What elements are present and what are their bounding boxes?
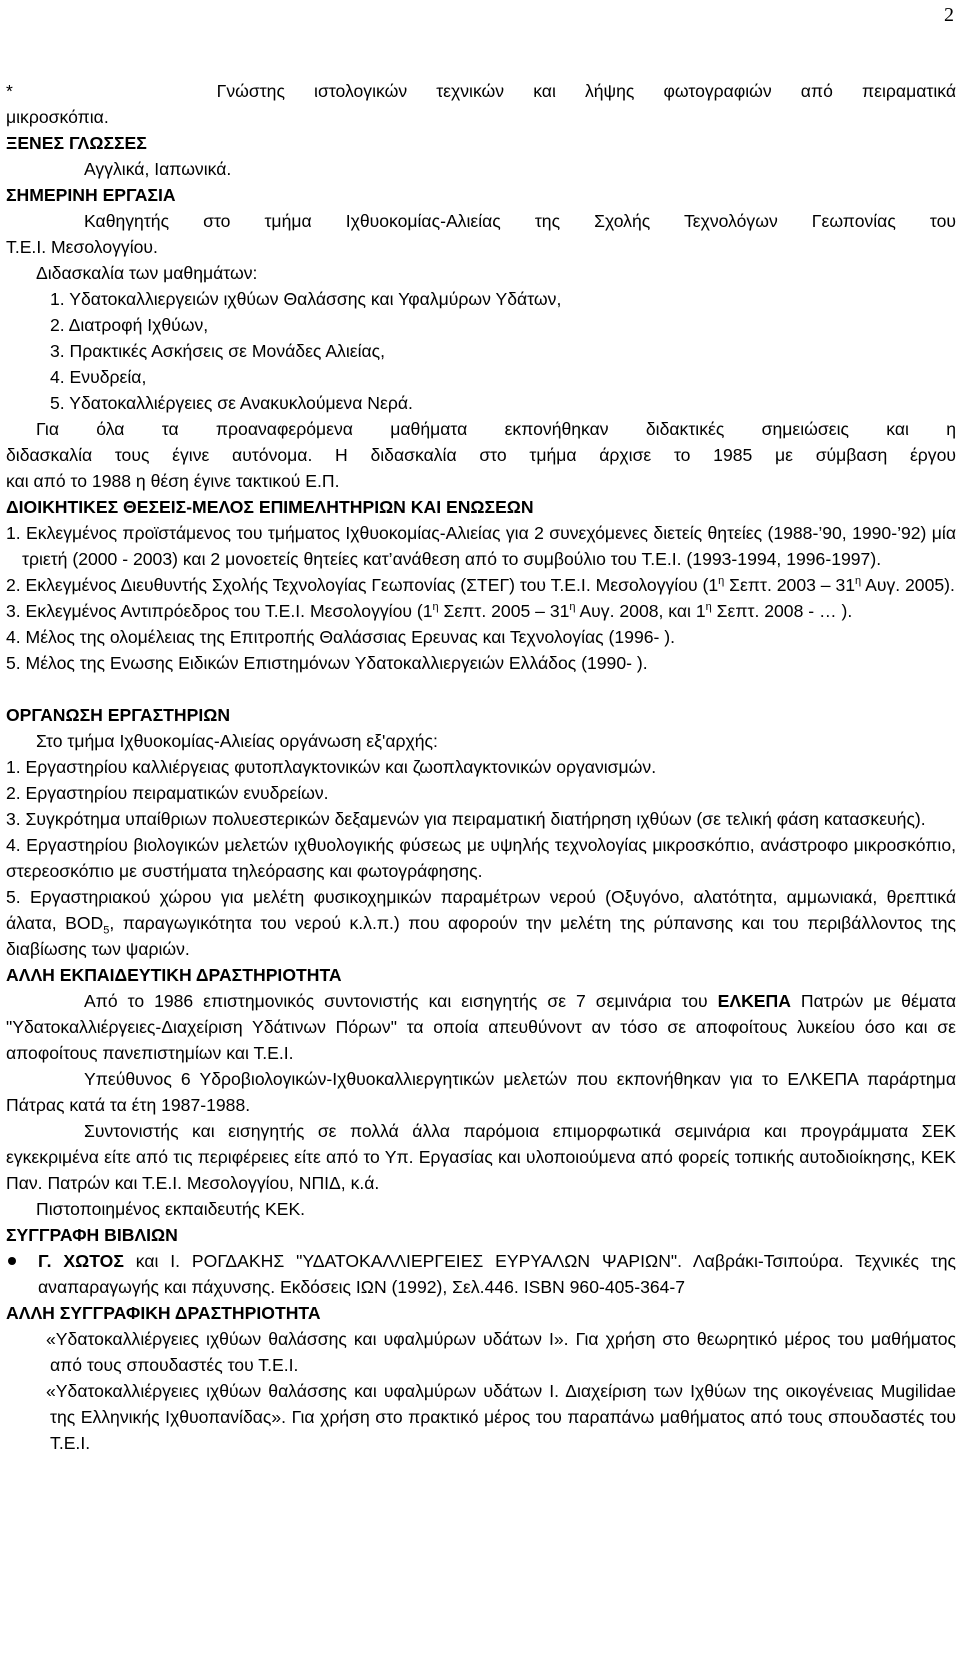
document-body — [6, 78, 956, 1456]
notes-line3: και από το 1988 η θέση έγινε τακτικού Ε.Π. — [6, 471, 340, 491]
lab-item: 2. Εργαστηρίου πειραματικών ενυδρείων. — [6, 783, 329, 803]
current-work-line1: Καθηγητής στο τμήμα Ιχθυοκομίας-Αλιείας της Σχολής Τεχνολόγων Γεωπονίας του — [84, 211, 956, 231]
admin-item: 4. Μέλος της ολομέλειας της Επιτροπής Θαλάσσιας Ερευνας και Τεχνολογίας (1996- ). — [6, 627, 676, 647]
heading-labs: ΟΡΓΑΝΩΣΗ ΕΡΓΑΣΤΗΡΙΩΝ — [6, 705, 231, 725]
admin-item: 2. Εκλεγμένος Διευθυντής Σχολής Τεχνολογίας Γεωπονίας (ΣΤΕΓ) του Τ.Ε.Ι. Μεσολογγίου ($1^\eta$ Σεπτ. $2003 - 31^\eta$ Αυγ. 2005). — [6, 575, 955, 595]
current-work-line2: Τ.Ε.Ι. Μεσολογγίου. — [6, 237, 158, 257]
lab-item: 1. Εργαστηρίου καλλιέργειας φυτοπλαγκτονικών και ζωοπλαγκτονικών οργανισμών. — [6, 757, 657, 777]
languages-text: Αγγλικά, Ιαπωνικά. — [84, 159, 232, 179]
course-item: 5. Υδατοκαλλιέργειες σε Ανακυκλούμενα Νερά. — [50, 393, 413, 413]
skill-line-cont: μικροσκόπια. — [6, 107, 109, 127]
admin-item: 1. Εκλεγμένος προϊστάμενος του τμήματος Ιχθυοκομίας-Αλιείας για 2 συνεχόμενες διετείς θητείες (1988-’90, 1990-’92) μία τριετή (2000 - 2003) και 2 μονοετείς θητείες κατ’ανάθεση από το συμβούλιο του Τ.Ε.Ι. (1993-1994, 1996-1997). — [6, 523, 956, 569]
skill-line: * Γνώστης ιστολογικών τεχνικών και λήψης φωτογραφιών από πειραματικά — [6, 81, 956, 101]
labs-intro: Στο τμήμα Ιχθυοκομίας-Αλιείας οργάνωση εξ'αρχής: — [36, 731, 438, 751]
lab-item: 3. Συγκρότημα υπαίθριων πολυεστερικών δεξαμενών για πειραματική διατήρηση ιχθύων (σε τελική φάση κατασκευής). — [6, 809, 926, 829]
page-number: 2 — [944, 4, 954, 26]
heading-languages: ΞΕΝΕΣ ΓΛΩΣΣΕΣ — [6, 133, 147, 153]
admin-item: 3. Εκλεγμένος Αντιπρόεδρος του Τ.Ε.Ι. Μεσολογγίου ($1^\eta$ Σεπτ. $2005 - 31^\eta$ Αυγ. 2008, και $1^\eta$ Σεπτ. 2008 - … ). — [6, 601, 853, 621]
education-paragraph: Υπεύθυνος 6 Υδροβιολογικών-Ιχθυοκαλλιεργητικών μελετών που εκπονήθηκαν για το ΕΛΚΕΠΑ παράρτημα Πάτρας κατά τα έτη 1987-1988. — [6, 1069, 956, 1115]
heading-books: ΣΥΓΓΡΑΦΗ ΒΙΒΛΙΩΝ — [6, 1225, 178, 1245]
lab-item: 5. Εργαστηριακού χώρου για μελέτη φυσικοχημικών παραμέτρων νερού (Οξυγόνο, αλατότητα, αμμωνιακά, θρεπτικά άλατα, $BOD_5$, παραγωγικότητα του νερού κ.λ.π.) που αφορούν την μελέτη της ρύπανσης και του περιβάλλοντος της διαβίωσης των ψαριών. — [6, 887, 956, 959]
book-item: Γ. ΧΩΤΟΣ και Ι. ΡΟΓΔΑΚΗΣ "ΥΔΑΤΟΚΑΛΛΙΕΡΓΕΙΕΣ ΕΥΡΥΑΛΩΝ ΨΑΡΙΩΝ". Λαβράκι-Τσιπούρα. Τεχνικές της αναπαραγωγής και πάχυνσης. Εκδόσεις ΙΩΝ (1992), Σελ.446. ISBN 960-405-364-7 — [6, 1248, 956, 1300]
writing-item: «Υδατοκαλλιέργειες ιχθύων θαλάσσης και υφαλμύρων υδάτων Ι. Διαχείριση των Ιχθύων της οικογένειας Mugilidae της Ελληνικής Ιχθυοπανίδας». Για χρήση στο πρακτικό μέρος του παραπάνω μαθήματος από τους σπουδαστές του Τ.Ε.Ι. — [46, 1381, 956, 1453]
lab-item: 4. Εργαστηρίου βιολογικών μελετών ιχθυολογικής φύσεως με υψηλής τεχνολογίας μικροσκόπιο, ανάστροφο μικροσκόπιο, στερεοσκόπιο με συστήματα τηλεόρασης και φωτογράφησης. — [6, 835, 956, 881]
spacer — [6, 676, 956, 702]
education-paragraph: Πιστοποιημένος εκπαιδευτής ΚΕΚ. — [36, 1199, 306, 1219]
education-paragraph: Συντονιστής και εισηγητής σε πολλά άλλα παρόμοια επιμορφωτικά σεμινάρια και προγράμματα ΣΕΚ εγκεκριμένα είτε από τις περιφέρειες είτε από το Υπ. Εργασίας και υλοποιούμενα από φορείς τοπικής αυτοδιοίκησης, ΚΕΚ Παν. Πατρών και Τ.Ε.Ι. Μεσολογγίου, ΝΠΙΔ, κ.ά. — [6, 1121, 956, 1193]
notes-line1: Για όλα τα προαναφερόμενα μαθήματα εκπονήθηκαν διδακτικές σημειώσεις και η — [36, 419, 956, 439]
teaching-intro: Διδασκαλία των μαθημάτων: — [36, 263, 258, 283]
heading-administrative: ΔΙΟΙΚΗΤΙΚΕΣ ΘΕΣΕΙΣ-ΜΕΛΟΣ ΕΠΙΜΕΛΗΤΗΡΙΩΝ ΚΑΙ ΕΝΩΣΕΩΝ — [6, 497, 534, 517]
course-item: 3. Πρακτικές Ασκήσεις σε Μονάδες Αλιείας, — [50, 341, 386, 361]
admin-item: 5. Μέλος της Ενωσης Ειδικών Επιστημόνων Υδατοκαλλιεργειών Ελλάδος (1990- ). — [6, 653, 648, 673]
course-item: 2. Διατροφή Ιχθύων, — [50, 315, 209, 335]
notes-line2: διδασκαλία τους έγινε αυτόνομα. Η διδασκαλία στο τμήμα άρχισε το 1985 με σύμβαση έργου — [6, 445, 956, 465]
heading-writing: ΑΛΛΗ ΣΥΓΓΡΑΦΙΚΗ ΔΡΑΣΤΗΡΙΟΤΗΤΑ — [6, 1303, 321, 1323]
heading-current-work: ΣΗΜΕΡΙΝΗ ΕΡΓΑΣΙΑ — [6, 185, 176, 205]
bullet-icon — [8, 1257, 16, 1265]
writing-item: «Υδατοκαλλιέργειες ιχθύων θαλάσσης και υφαλμύρων υδάτων Ι». Για χρήση στο θεωρητικό μέρος του μαθήματος από τους σπουδαστές του Τ.Ε.Ι. — [46, 1329, 956, 1375]
education-paragraph: Από το 1986 επιστημονικός συντονιστής και εισηγητής σε 7 σεμινάρια του ΕΛΚΕΠΑ Πατρών με θέματα "Υδατοκαλλιέργειες-Διαχείριση Υδάτινων Πόρων" τα οποία απευθύνοντ αν τόσο σε αποφοίτους λυκείου όσο και σε αποφοίτους πανεπιστημίων και Τ.Ε.Ι. — [6, 991, 956, 1063]
heading-education: ΑΛΛΗ ΕΚΠΑΙΔΕΥΤΙΚΗ ΔΡΑΣΤΗΡΙΟΤΗΤΑ — [6, 965, 342, 985]
course-item: 4. Ενυδρεία, — [50, 367, 147, 387]
course-item: 1. Υδατοκαλλιεργειών ιχθύων Θαλάσσης και Υφαλμύρων Υδάτων, — [50, 289, 562, 309]
